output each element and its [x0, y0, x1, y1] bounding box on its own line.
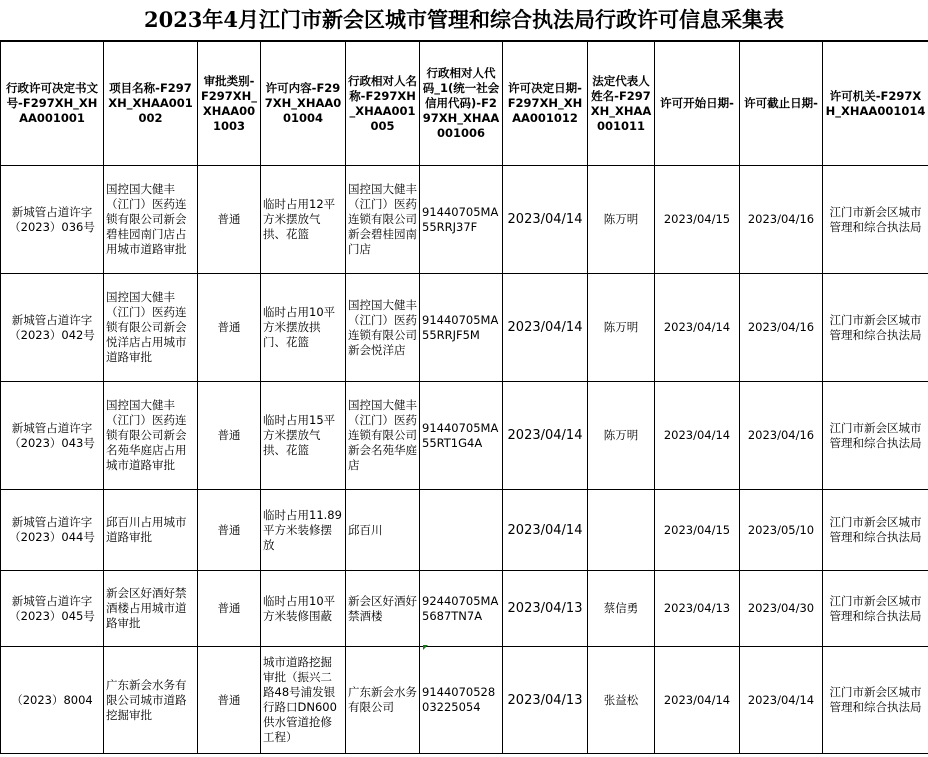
end-date-cell[interactable]: 2023/04/14 — [740, 647, 823, 754]
doc-no-cell[interactable]: 新城管占道许字（2023）036号 — [1, 166, 104, 274]
end-date-cell[interactable]: 2023/04/16 — [740, 274, 823, 382]
content-cell[interactable]: 临时占用10平方米装修围蔽 — [261, 571, 346, 647]
decision-date-cell[interactable]: 2023/04/14 — [503, 490, 588, 571]
category-cell[interactable]: 普通 — [198, 274, 261, 382]
category-cell[interactable]: 普通 — [198, 571, 261, 647]
content-cell[interactable]: 临时占用15平方米摆放气拱、花篮 — [261, 382, 346, 490]
header-cell[interactable]: 许可内容-F297XH_XHAA001004 — [261, 42, 346, 166]
code-cell[interactable]: 91440705MA55RRJ37F — [420, 166, 503, 274]
code-cell[interactable]: 91440705MA55RRJF5M — [420, 274, 503, 382]
start-date-cell[interactable]: 2023/04/14 — [655, 647, 740, 754]
end-date-cell[interactable]: 2023/04/16 — [740, 382, 823, 490]
category-cell[interactable]: 普通 — [198, 490, 261, 571]
authority-cell[interactable]: 江门市新会区城市管理和综合执法局 — [823, 647, 928, 754]
table-row — [1, 382, 928, 490]
permit-table — [0, 41, 928, 754]
legal-rep-cell[interactable]: 张益松 — [588, 647, 655, 754]
project-cell[interactable]: 国控国大健丰（江门）医药连锁有限公司新会碧桂园南门店占用城市道路审批 — [104, 166, 198, 274]
category-cell[interactable]: 普通 — [198, 382, 261, 490]
table-row — [1, 166, 928, 274]
start-date-cell[interactable]: 2023/04/14 — [655, 382, 740, 490]
party-cell[interactable]: 国控国大健丰（江门）医药连锁有限公司新会碧桂园南门店 — [346, 166, 420, 274]
end-date-cell[interactable]: 2023/04/16 — [740, 166, 823, 274]
header-cell[interactable]: 行政许可决定书文号-F297XH_XHAA001001 — [1, 42, 104, 166]
legal-rep-cell[interactable]: 陈万明 — [588, 274, 655, 382]
legal-rep-cell[interactable]: 陈万明 — [588, 166, 655, 274]
header-cell[interactable]: 许可截止日期- — [740, 42, 823, 166]
sheet-title: 2023年4月江门市新会区城市管理和综合执法局行政许可信息采集表 — [0, 0, 928, 41]
end-date-cell[interactable]: 2023/04/30 — [740, 571, 823, 647]
legal-rep-cell[interactable] — [588, 490, 655, 571]
code-cell[interactable]: 92440705MA5687TN7A — [420, 571, 503, 647]
doc-no-cell[interactable]: 新城管占道许字（2023）044号 — [1, 490, 104, 571]
category-cell[interactable]: 普通 — [198, 647, 261, 754]
start-date-cell[interactable]: 2023/04/13 — [655, 571, 740, 647]
project-cell[interactable]: 邱百川占用城市道路审批 — [104, 490, 198, 571]
table-row — [1, 647, 928, 754]
header-cell[interactable]: 审批类别-F297XH_XHAA001003 — [198, 42, 261, 166]
doc-no-cell[interactable]: 新城管占道许字（2023）045号 — [1, 571, 104, 647]
content-cell[interactable]: 临时占用10平方米摆放拱门、花篮 — [261, 274, 346, 382]
party-cell[interactable]: 新会区好酒好禁酒楼 — [346, 571, 420, 647]
authority-cell[interactable]: 江门市新会区城市管理和综合执法局 — [823, 274, 928, 382]
legal-rep-cell[interactable]: 蔡信勇 — [588, 571, 655, 647]
authority-cell[interactable]: 江门市新会区城市管理和综合执法局 — [823, 382, 928, 490]
doc-no-cell[interactable]: 新城管占道许字（2023）043号 — [1, 382, 104, 490]
cell-comment-indicator — [423, 645, 428, 650]
header-cell[interactable]: 许可开始日期- — [655, 42, 740, 166]
end-date-cell[interactable]: 2023/05/10 — [740, 490, 823, 571]
decision-date-cell[interactable]: 2023/04/14 — [503, 166, 588, 274]
header-cell[interactable]: 项目名称-F297XH_XHAA001002 — [104, 42, 198, 166]
legal-rep-cell[interactable]: 陈万明 — [588, 382, 655, 490]
party-cell[interactable]: 国控国大健丰（江门）医药连锁有限公司新会悦洋店 — [346, 274, 420, 382]
party-cell[interactable]: 国控国大健丰（江门）医药连锁有限公司新会名苑华庭店 — [346, 382, 420, 490]
table-row — [1, 274, 928, 382]
decision-date-cell[interactable]: 2023/04/14 — [503, 382, 588, 490]
start-date-cell[interactable]: 2023/04/14 — [655, 274, 740, 382]
project-cell[interactable]: 新会区好酒好禁酒楼占用城市道路审批 — [104, 571, 198, 647]
code-cell[interactable]: 91440705MA55RT1G4A — [420, 382, 503, 490]
authority-cell[interactable]: 江门市新会区城市管理和综合执法局 — [823, 571, 928, 647]
party-cell[interactable]: 广东新会水务有限公司 — [346, 647, 420, 754]
decision-date-cell[interactable]: 2023/04/13 — [503, 647, 588, 754]
party-cell[interactable]: 邱百川 — [346, 490, 420, 571]
project-cell[interactable]: 国控国大健丰（江门）医药连锁有限公司新会名苑华庭店占用城市道路审批 — [104, 382, 198, 490]
code-cell[interactable]: 914407052803225054 — [420, 647, 503, 754]
authority-cell[interactable]: 江门市新会区城市管理和综合执法局 — [823, 490, 928, 571]
header-cell[interactable]: 许可决定日期-F297XH_XHAA001012 — [503, 42, 588, 166]
decision-date-cell[interactable]: 2023/04/14 — [503, 274, 588, 382]
header-cell[interactable]: 法定代表人姓名-F297XH_XHAA001011 — [588, 42, 655, 166]
start-date-cell[interactable]: 2023/04/15 — [655, 166, 740, 274]
doc-no-cell[interactable]: （2023）8004 — [1, 647, 104, 754]
header-cell[interactable]: 行政相对人代码_1(统一社会信用代码)-F297XH_XHAA001006 — [420, 42, 503, 166]
project-cell[interactable]: 国控国大健丰（江门）医药连锁有限公司新会悦洋店占用城市道路审批 — [104, 274, 198, 382]
content-cell[interactable]: 临时占用11.89平方米装修摆放 — [261, 490, 346, 571]
decision-date-cell[interactable]: 2023/04/13 — [503, 571, 588, 647]
table-row — [1, 571, 928, 647]
code-cell[interactable] — [420, 490, 503, 571]
table-row — [1, 490, 928, 571]
category-cell[interactable]: 普通 — [198, 166, 261, 274]
header-row — [1, 42, 928, 166]
start-date-cell[interactable]: 2023/04/15 — [655, 490, 740, 571]
content-cell[interactable]: 临时占用12平方米摆放气拱、花篮 — [261, 166, 346, 274]
header-cell[interactable]: 行政相对人名称-F297XH_XHAA001005 — [346, 42, 420, 166]
authority-cell[interactable]: 江门市新会区城市管理和综合执法局 — [823, 166, 928, 274]
content-cell[interactable]: 城市道路挖掘审批（振兴二路48号浦发银行路口DN600供水管道抢修工程） — [261, 647, 346, 754]
header-cell[interactable]: 许可机关-F297XH_XHAA001014 — [823, 42, 928, 166]
doc-no-cell[interactable]: 新城管占道许字（2023）042号 — [1, 274, 104, 382]
project-cell[interactable]: 广东新会水务有限公司城市道路挖掘审批 — [104, 647, 198, 754]
